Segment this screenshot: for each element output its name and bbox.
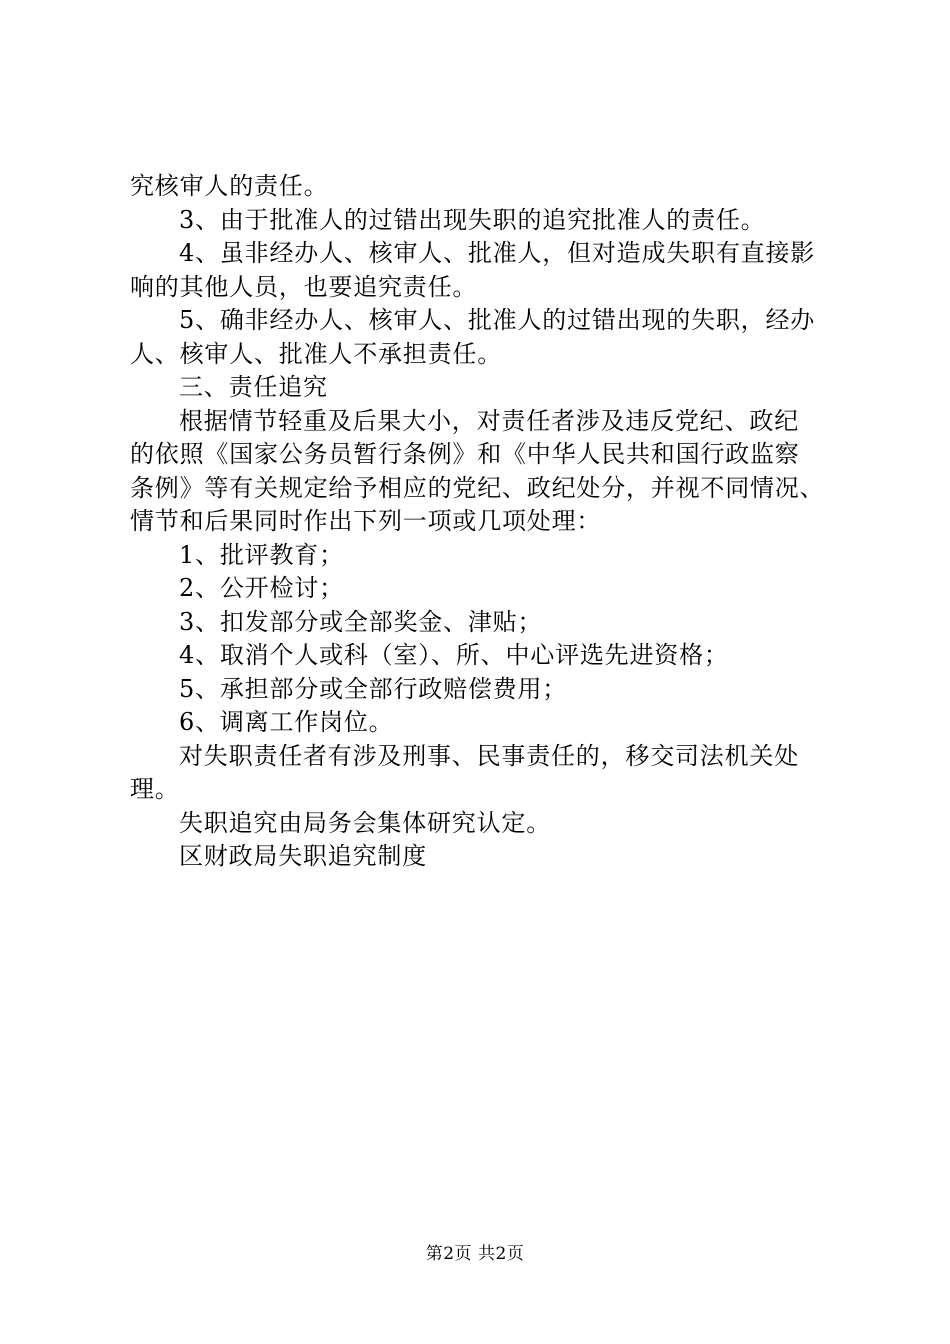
text-line: 3、由于批准人的过错出现失职的追究批准人的责任。: [179, 205, 766, 234]
document-title-line: 区财政局失职追究制度: [179, 842, 427, 870]
text-line: 4、虽非经办人、核审人、批准人，但对造成失职有直接影: [179, 239, 816, 267]
text-line: 根据情节轻重及后果大小，对责任者涉及违反党纪、政纪: [179, 406, 799, 435]
text-line: 条例》等有关规定给予相应的党纪、政纪处分，并视不同情况、: [130, 473, 825, 502]
text-line: 失职追究由局务会集体研究认定。: [179, 808, 551, 837]
text-line: 理。: [130, 775, 180, 803]
list-item: 5、承担部分或全部行政赔偿费用；: [179, 674, 568, 703]
text-line: 响的其他人员，也要追究责任。: [130, 272, 478, 301]
list-item: 3、扣发部分或全部奖金、津贴；: [179, 607, 543, 636]
text-line: 的依照《国家公务员暂行条例》和《中华人民共和国行政监察: [130, 440, 800, 468]
text-line: 究核审人的责任。: [130, 172, 329, 200]
section-heading: 三、责任追究: [179, 373, 328, 401]
text-line: 对失职责任者有涉及刑事、民事责任的，移交司法机关处: [179, 741, 799, 770]
text-line: 人、核审人、批准人不承担责任。: [130, 339, 502, 368]
list-item: 4、取消个人或科（室）、所、中心评选先进资格；: [179, 641, 729, 669]
page-footer: [0, 1243, 950, 1265]
list-item: 6、调离工作岗位。: [179, 708, 394, 736]
text-line: 情节和后果同时作出下列一项或几项处理：: [130, 507, 602, 535]
page-number-label: 第2页 共2页: [425, 1244, 525, 1264]
list-item: 2、公开检讨；: [179, 574, 344, 602]
document-body: [130, 170, 830, 874]
list-item: 1、批评教育；: [179, 540, 344, 569]
text-line: 5、确非经办人、核审人、批准人的过错出现的失职，经办: [179, 306, 816, 334]
